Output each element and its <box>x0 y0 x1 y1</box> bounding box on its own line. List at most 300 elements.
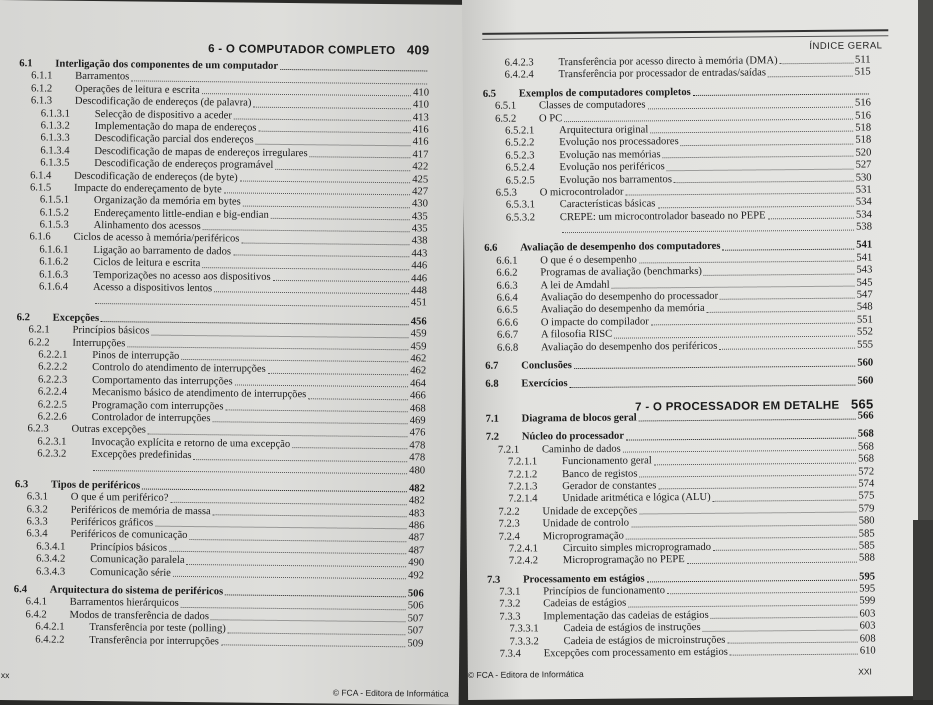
toc-leader-dots <box>612 277 855 289</box>
toc-entry-number: 6.5.3 <box>496 187 517 200</box>
toc-leader-dots <box>625 184 853 195</box>
toc-entry-number: 6.2.2.4 <box>38 387 67 400</box>
toc-entry-page: 575 <box>858 491 874 504</box>
left-page <box>0 0 466 705</box>
toc-entry-label: O microcontrolador <box>540 187 624 200</box>
toc-entry-label: A filosofia RISC <box>541 329 612 342</box>
toc-entry-page: 469 <box>410 415 426 428</box>
toc-leader-dots <box>173 567 406 579</box>
toc-entry-label: CREPE: um microcontrolador baseado no PEPE <box>560 210 766 224</box>
toc-leader-dots <box>631 516 857 527</box>
toc-entry-number: 6.1.3.4 <box>40 145 69 158</box>
toc-leader-dots <box>273 272 410 283</box>
toc-entry-number: 7.2.2 <box>498 506 519 519</box>
toc-entry-page: 476 <box>410 428 426 441</box>
toc-entry-page: 486 <box>409 520 425 533</box>
toc-entry-label: Implementação das cadeias de estágios <box>543 610 708 624</box>
toc-leader-dots <box>720 290 855 301</box>
toc-entry-label: Descodificação de endereços programável <box>94 158 273 172</box>
toc-entry-number: 6.6.1 <box>496 255 517 268</box>
toc-leader-dots <box>202 258 409 270</box>
toc-entry-label: Unidade de controlo <box>543 518 630 531</box>
toc-leader-dots <box>181 351 408 363</box>
toc-entry-label: Avaliação de desempenho dos computadores <box>520 241 720 255</box>
toc-entry-label: Ligação ao barramento de dados <box>93 245 231 259</box>
toc-leader-dots <box>639 252 855 263</box>
toc-entry-page: 548 <box>857 302 873 315</box>
toc-leader-dots <box>570 376 856 388</box>
toc-entry-label: Conclusões <box>521 360 572 373</box>
toc-entry-page: 552 <box>857 327 873 340</box>
toc-entry-number: 7.2.3 <box>499 519 520 532</box>
toc-entry-label: Arquitectura do sistema de periféricos <box>50 585 224 599</box>
toc-entry-label: Controlo do atendimento de interrupções <box>92 362 266 376</box>
toc-entry-number: 6.1.5 <box>30 182 51 195</box>
toc-leader-dots <box>253 98 411 109</box>
toc-leader-dots <box>722 240 854 251</box>
toc-leader-dots <box>310 148 411 158</box>
toc-leader-dots <box>658 479 856 490</box>
toc-entry-number: 6.2.1 <box>28 325 49 338</box>
toc-leader-dots <box>194 450 408 462</box>
toc-entry-page: 427 <box>412 186 428 199</box>
toc-leader-dots <box>730 646 858 657</box>
toc-entry-number: 6.1.3.2 <box>41 120 70 133</box>
toc-entry-label: Outras excepções <box>71 424 146 437</box>
toc-entry-label: Mecanismo básico de atendimento de interrupções <box>92 387 307 402</box>
toc-entry-label: Microprogramação <box>543 530 624 543</box>
toc-entry-page: 482 <box>409 483 425 496</box>
toc-entry-number: 6.2.3 <box>27 424 48 437</box>
toc-entry-page: 551 <box>857 314 873 327</box>
toc-entry-page: 568 <box>858 429 874 442</box>
toc-entry-number: 7.2.1.1 <box>508 457 537 470</box>
toc-leader-dots <box>228 624 406 635</box>
right-page-number: XXI <box>858 666 872 676</box>
right-footer: © FCA - Editora de Informática <box>468 669 584 680</box>
toc-leader-dots <box>780 55 854 65</box>
toc-entry-number: 6.1.2 <box>31 83 52 96</box>
toc-entry-page: 527 <box>856 160 872 173</box>
toc-entry-page: 603 <box>859 608 875 621</box>
toc-entry-label: Descodificação de mapas de endereços irregulares <box>94 146 307 161</box>
toc-entry-number: 6.3 <box>15 479 28 492</box>
toc-entry-number: 6.6.3 <box>496 280 517 293</box>
toc-entry-number: 6.5 <box>483 88 496 101</box>
toc-leader-dots <box>574 358 856 370</box>
toc-entry-page: 588 <box>859 553 875 566</box>
toc-entry-number: 6.4.2 <box>25 609 46 622</box>
toc-entry-page: 456 <box>411 316 427 329</box>
toc-leader-dots <box>727 633 857 644</box>
toc-entry-number: 7.3 <box>487 574 500 587</box>
toc-entry-number: 6.1.3.1 <box>41 108 70 121</box>
toc-entry-label: Modos de transferência de dados <box>69 610 209 624</box>
toc-leader-dots <box>93 462 407 475</box>
left-toc-list <box>13 52 429 650</box>
toc-entry-number: 6.3.4 <box>26 529 47 542</box>
toc-entry <box>485 339 873 355</box>
toc-entry-label: Controlador de interrupções <box>92 412 211 426</box>
toc-entry-page: 435 <box>412 223 428 236</box>
toc-leader-dots <box>681 135 854 146</box>
toc-entry-page: 516 <box>855 110 871 123</box>
toc-entry-page: 413 <box>413 112 429 125</box>
toc-leader-dots <box>639 503 856 514</box>
toc-entry-label: Periféricos gráficos <box>70 517 153 530</box>
toc-entry-page: 518 <box>855 135 871 148</box>
toc-entry-label: Tipos de periféricos <box>51 479 140 492</box>
toc-entry-page: 425 <box>412 174 428 187</box>
left-chapter-page: 409 <box>407 42 430 57</box>
toc-entry-page: 478 <box>409 440 425 453</box>
toc-entry-label: Excepções predefinidas <box>91 449 191 462</box>
toc-entry-number: 7.2.1.4 <box>508 494 537 507</box>
toc-entry <box>487 553 875 569</box>
toc-leader-dots <box>623 441 856 452</box>
toc-leader-dots <box>704 265 855 276</box>
right-chapter-title: 7 - O PROCESSADOR EM DETALHE <box>635 400 839 414</box>
toc-entry-page: 483 <box>409 508 425 521</box>
toc-leader-dots <box>614 327 855 339</box>
toc-entry-label: Cadeias de estágios <box>543 598 626 611</box>
toc-entry-label: Descodificação parcial dos endereços <box>94 133 253 147</box>
toc-leader-dots <box>280 61 427 72</box>
toc-entry-number: 6.2.3.1 <box>37 436 66 449</box>
left-footer: © FCA - Editora de Informática <box>333 688 449 699</box>
toc-entry-page: 520 <box>855 147 871 160</box>
toc-entry-number: 6.5.2 <box>495 113 516 126</box>
toc-entry-label: Alinhamento dos acessos <box>94 220 201 234</box>
toc-entry-number: 6.6 <box>484 243 497 256</box>
toc-entry-page: 462 <box>410 366 426 379</box>
header-rule-thin <box>482 34 888 40</box>
toc-entry-label: Avaliação do desempenho dos periféricos <box>541 340 717 354</box>
toc-entry-number: 6.5.2.2 <box>505 138 534 151</box>
toc-leader-dots <box>127 338 408 350</box>
toc-entry-label: Princípios básicos <box>90 542 167 555</box>
toc-entry-number: 6.6.5 <box>497 305 518 318</box>
toc-entry-number: 6.1.3.5 <box>40 158 69 171</box>
toc-leader-dots <box>693 85 869 96</box>
toc-entry-number: 6.5.2.5 <box>506 175 535 188</box>
right-toc-list-2 <box>486 404 876 661</box>
toc-entry-label: Acesso a dispositivos lentos <box>93 282 212 296</box>
toc-leader-dots <box>235 376 409 387</box>
toc-entry-page: 438 <box>412 236 428 249</box>
toc-entry-page: 466 <box>410 390 426 403</box>
toc-entry-label: Implementação do mapa de endereços <box>95 121 257 135</box>
toc-leader-dots <box>155 518 407 530</box>
toc-entry-page: 572 <box>858 466 874 479</box>
toc-entry-label: Periféricos de memória de massa <box>71 504 211 518</box>
toc-entry-page: 416 <box>413 124 429 137</box>
toc-entry-page: 487 <box>408 545 424 558</box>
toc-entry-page: 568 <box>858 441 874 454</box>
toc-entry-page: 545 <box>857 277 873 290</box>
toc-leader-dots <box>142 480 407 492</box>
toc-leader-dots <box>271 210 410 221</box>
toc-entry-label: Operações de leitura e escrita <box>75 84 200 98</box>
toc-entry-label: Impacte do endereçamento de byte <box>74 183 222 197</box>
toc-entry-label: Evolução nos periféricos <box>559 161 664 174</box>
toc-entry-page: 610 <box>860 645 876 658</box>
toc-entry-page: 416 <box>413 137 429 150</box>
toc-leader-dots <box>564 110 853 122</box>
toc-entry-label: Invocação explícita e retorno de uma excepção <box>91 437 290 451</box>
toc-entry-label: Exemplos de computadores completos <box>519 87 691 101</box>
toc-leader-dots <box>241 234 409 245</box>
toc-entry-page: 566 <box>858 410 874 423</box>
toc-entry-page: 422 <box>412 161 428 174</box>
toc-entry-page: 417 <box>412 149 428 162</box>
toc-entry-label: Transferência por acesso directo à memória (DMA) <box>559 55 778 69</box>
toc-entry-number: 6.6.8 <box>497 342 518 355</box>
toc-entry-page: 478 <box>409 452 425 465</box>
toc-entry-page: 595 <box>859 571 875 584</box>
toc-entry-number: 7.2.1.3 <box>508 481 537 494</box>
toc-leader-dots <box>647 98 853 109</box>
right-chapter-page: 565 <box>851 396 874 411</box>
index-header-title: ÍNDICE GERAL <box>809 40 882 52</box>
toc-entry-page: 462 <box>410 353 426 366</box>
toc-entry-label: Temporizações no acesso aos dispositivos <box>93 270 271 284</box>
toc-leader-dots <box>203 221 410 233</box>
toc-entry-number: 7.2.1.2 <box>508 469 537 482</box>
toc-entry-label: Gerador de constantes <box>562 480 656 493</box>
toc-entry-label: Características básicas <box>560 199 656 212</box>
toc-entry-page: 538 <box>856 222 872 235</box>
toc-entry-number: 6.2 <box>17 312 30 325</box>
toc-leader-dots <box>170 493 407 505</box>
toc-entry-page: 410 <box>413 100 429 113</box>
toc-entry-label: Evolução nas memórias <box>559 149 660 162</box>
right-page <box>462 0 924 700</box>
toc-entry-page: 515 <box>855 67 871 80</box>
toc-entry-number: 6.1.1 <box>31 71 52 84</box>
toc-leader-dots <box>647 571 858 582</box>
toc-entry-number: 6.1.6.2 <box>39 257 68 270</box>
toc-entry-page: 451 <box>411 298 427 311</box>
toc-entry-label: Evolução nos processadores <box>559 136 679 149</box>
toc-entry-number: 6.3.4.1 <box>36 541 65 554</box>
toc-leader-dots <box>703 621 858 632</box>
toc-entry <box>486 410 874 426</box>
toc-entry-page: 459 <box>410 341 426 354</box>
toc-entry-page: 492 <box>408 570 424 583</box>
toc-entry-label: Programação com interrupções <box>92 400 224 414</box>
toc-entry-label: Descodificação de endereços (de byte) <box>74 170 238 184</box>
toc-entry-label: Avaliação do desempenho da memória <box>541 303 705 317</box>
toc-entry-page: 531 <box>856 184 872 197</box>
toc-leader-dots <box>214 283 409 294</box>
toc-leader-dots <box>674 172 854 183</box>
toc-entry-page: 464 <box>410 378 426 391</box>
toc-leader-dots <box>202 85 411 97</box>
toc-leader-dots <box>189 530 406 542</box>
toc-leader-dots <box>224 184 411 195</box>
toc-leader-dots <box>256 135 411 146</box>
toc-entry-label: Caminho de dados <box>542 443 621 456</box>
toc-entry-number: 6.1.3 <box>31 96 52 109</box>
book-edge-shadow <box>913 520 933 700</box>
toc-entry-page: 555 <box>857 339 873 352</box>
toc-entry-number: 6.3.4.2 <box>36 554 65 567</box>
toc-entry-page: 543 <box>856 265 872 278</box>
toc-entry-number: 6.4.2.1 <box>35 622 64 635</box>
toc-entry-page: 547 <box>857 289 873 302</box>
toc-entry-number: 6.6.2 <box>496 268 517 281</box>
toc-entry-label: Comportamento das interrupções <box>92 375 233 389</box>
toc-entry-page: 541 <box>856 252 872 265</box>
toc-leader-dots <box>169 543 406 555</box>
toc-entry-number: 6.3.3 <box>26 516 47 529</box>
toc-leader-dots <box>626 429 856 440</box>
toc-entry-number: 6.1.5.2 <box>40 207 69 220</box>
toc-entry-number: 6.2.2.3 <box>38 374 67 387</box>
toc-leader-dots <box>233 246 410 257</box>
toc-leader-dots <box>213 506 407 517</box>
toc-entry-number: 6.5.3.2 <box>506 212 535 225</box>
toc-entry-number: 7.3.2 <box>499 599 520 612</box>
toc-entry-label: Selecção de dispositivo a aceder <box>95 109 232 123</box>
toc-entry-number: 6.1.5.3 <box>40 220 69 233</box>
toc-entry-number: 6.1.3.3 <box>40 133 69 146</box>
toc-entry-page: 603 <box>860 621 876 634</box>
toc-leader-dots <box>667 584 857 595</box>
toc-entry-page: 516 <box>855 98 871 111</box>
toc-leader-dots <box>225 401 407 412</box>
toc-leader-dots <box>258 123 410 134</box>
toc-entry-page: 443 <box>411 248 427 261</box>
toc-entry-number: 6.4 <box>14 584 27 597</box>
toc-leader-dots <box>719 339 855 350</box>
toc-entry-page: 507 <box>407 625 423 638</box>
toc-entry-label: O que é o desempenho <box>540 254 637 267</box>
left-chapter-title: 6 - O COMPUTADOR COMPLETO <box>208 43 395 57</box>
toc-entry-page: 580 <box>859 516 875 529</box>
toc-leader-dots <box>651 314 855 325</box>
toc-entry-label: Núcleo do processador <box>522 431 624 444</box>
toc-entry-number: 6.5.2.1 <box>505 125 534 138</box>
toc-leader-dots <box>308 389 408 399</box>
toc-entry-label: Evolução nos barramentos <box>560 174 672 187</box>
toc-entry-number: 7.3.3 <box>499 611 520 624</box>
toc-entry-page: 506 <box>408 588 424 601</box>
toc-entry-number: 6.5.3.1 <box>506 200 535 213</box>
toc-entry-number: 7.2.4.1 <box>509 543 538 556</box>
toc-entry-label: Interligação dos componentes de um computador <box>55 59 278 74</box>
toc-entry-page: 574 <box>858 478 874 491</box>
toc-entry-number: 6.5.2.4 <box>505 162 534 175</box>
toc-entry-number: 6.1.4 <box>30 170 51 183</box>
toc-entry-label: Exercícios <box>521 378 567 391</box>
toc-entry-label: Organização da memória em bytes <box>94 195 241 209</box>
toc-entry-number: 6.2.2.5 <box>38 399 67 412</box>
toc-leader-dots <box>707 302 855 313</box>
toc-entry <box>483 67 871 83</box>
toc-entry-page: 509 <box>407 638 423 651</box>
toc-entry-number: 6.5.1 <box>495 101 516 114</box>
toc-entry-label: Banco de registos <box>562 468 637 481</box>
toc-entry-page: 506 <box>408 601 424 614</box>
toc-leader-dots <box>211 611 406 622</box>
toc-entry-page: 480 <box>409 465 425 478</box>
toc-entry-number: 6.2.2.1 <box>38 349 67 362</box>
toc-leader-dots <box>225 586 406 597</box>
toc-leader-dots <box>711 608 858 619</box>
toc-entry-page: 560 <box>857 357 873 370</box>
toc-leader-dots <box>275 160 410 171</box>
toc-entry-number: 6.4.2.2 <box>35 634 64 647</box>
toc-entry-number: 6.4.2.4 <box>505 70 534 83</box>
toc-entry-label: Excepções com processamento em estágios <box>544 647 728 661</box>
toc-entry-label: Barramentos hierárquicos <box>70 597 179 611</box>
toc-entry-page: 410 <box>413 87 429 100</box>
toc-entry-number: 6.4.1 <box>26 597 47 610</box>
toc-entry-label: Avaliação do desempenho do processador <box>541 291 719 305</box>
toc-entry-label: Arquitectura original <box>559 124 648 137</box>
toc-entry-page: 468 <box>410 403 426 416</box>
toc-entry-label: Descodificação de endereços (de palavra) <box>75 96 252 110</box>
toc-entry-label: Processamento em estágios <box>523 573 645 586</box>
toc-leader-dots <box>240 172 411 183</box>
toc-leader-dots <box>268 364 409 375</box>
toc-entry-number: 6.3.4.3 <box>36 566 65 579</box>
toc-entry-page: 507 <box>408 613 424 626</box>
toc-entry-number: 7.2 <box>486 432 499 445</box>
toc-entry-label: O PC <box>539 113 562 126</box>
toc-entry-label: Ciclos de leitura e escrita <box>93 257 200 271</box>
toc-entry-label: Periféricos de comunicação <box>70 529 187 543</box>
toc-entry-label: Circuito simples microprogramado <box>563 542 711 556</box>
toc-leader-dots <box>95 294 409 307</box>
toc-entry-page: 430 <box>412 199 428 212</box>
toc-leader-dots <box>639 466 856 477</box>
toc-entry-number: 7.3.4 <box>500 649 521 662</box>
toc-entry-number: 7.3.1 <box>499 587 520 600</box>
toc-entry-number: 6.1.6.4 <box>39 281 68 294</box>
toc-entry-page: 459 <box>411 329 427 342</box>
toc-leader-dots <box>212 413 407 424</box>
toc-entry-page: 487 <box>408 533 424 546</box>
toc-entry-label: Cadeia de estágios de instruções <box>563 622 700 636</box>
toc-leader-dots <box>713 491 857 502</box>
toc-entry-number: 7.3.3.1 <box>509 624 538 637</box>
toc-entry-number: 6.3.1 <box>27 492 48 505</box>
toc-leader-dots <box>667 160 854 171</box>
toc-entry-label: O que é um periférico? <box>71 492 169 505</box>
toc-entry-number: 6.1.6.3 <box>39 269 68 282</box>
toc-entry <box>485 357 873 373</box>
toc-entry-label: Cadeia de estágios de microinstruções <box>564 634 726 648</box>
toc-entry-number: 6.7 <box>485 361 498 374</box>
toc-entry-label: Unidade de excepções <box>542 505 637 518</box>
toc-entry-label: Classes de computadores <box>539 100 646 113</box>
toc-entry-page: 435 <box>412 211 428 224</box>
toc-entry-number: 6.1.5.1 <box>40 195 69 208</box>
toc-entry-page: 585 <box>859 540 875 553</box>
toc-entry-number: 7.3.3.2 <box>510 636 539 649</box>
toc-entry-page: 446 <box>411 273 427 286</box>
toc-entry-label: Microprogramação no PEPE <box>563 554 685 567</box>
toc-leader-dots <box>713 540 857 551</box>
toc-entry-label: Princípios básicos <box>72 325 149 338</box>
toc-entry-number: 6.2.3.2 <box>37 449 66 462</box>
toc-entry <box>485 376 873 392</box>
toc-entry-page: 608 <box>860 633 876 646</box>
left-page-number: xx <box>1 670 10 680</box>
